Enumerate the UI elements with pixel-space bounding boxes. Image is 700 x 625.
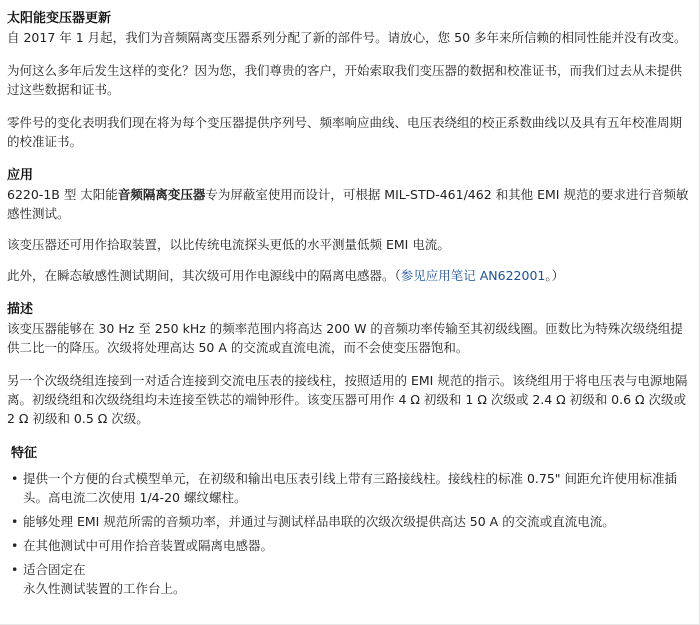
application-paragraph-1 [7, 185, 691, 223]
app-note-link[interactable]: 参见应用笔记 AN622001 [400, 268, 546, 283]
features-heading: 特征 [11, 446, 38, 461]
feature-item [11, 469, 691, 507]
feature-text: 适合固定在 永久性测试装置的工作台上。 [23, 562, 186, 596]
bullet-icon: • [11, 562, 19, 577]
article-content [7, 9, 691, 598]
update-paragraph-2: 为何这么多年后发生这样的变化？因为您，我们尊贵的客户，开始索取我们变压器的数据和校准证书，而我们过去从未提供过这些数据和证书。 [7, 63, 683, 97]
description-paragraph-1: 该变压器能够在 30 Hz 至 250 kHz 的频率范围内将高达 200 W 的音频功率传输至其初级线圈。匝数比为特殊次级绕组提供二比一的降压。次级将处理高达 50 A 的交流或直流电流，而不会使变压器饱和。 [7, 321, 683, 355]
application-p3-suffix: 。） [545, 268, 565, 283]
update-heading: 太阳能变压器更新 [7, 11, 112, 26]
bullet-icon: • [11, 471, 19, 486]
product-name: 音频隔离变压器 [117, 187, 206, 202]
features-list [11, 469, 691, 598]
feature-text: 在其他测试中可用作拾音装置或隔离电感器。 [23, 538, 274, 553]
feature-item [11, 536, 691, 555]
bullet-icon: • [11, 514, 19, 529]
application-paragraph-3 [7, 266, 691, 285]
description-heading: 描述 [7, 302, 34, 317]
application-p1-prefix: 6220-1B 型 太阳能 [7, 187, 118, 202]
bullet-icon: • [11, 538, 19, 553]
feature-text: 能够处理 EMI 规范所需的音频功率，并通过与测试样品串联的次级次级提供高达 50 A 的交流或直流电流。 [23, 514, 615, 529]
features-section [7, 444, 691, 598]
feature-item [11, 512, 691, 531]
feature-text: 提供一个方便的台式模型单元，在初级和输出电压表引线上带有三路接线柱。接线柱的标准 0.75" 间距允许使用标准插头。高电流二次使用 1/4-20 螺纹螺柱。 [23, 471, 678, 505]
feature-item [11, 560, 691, 598]
application-heading: 应用 [7, 168, 34, 183]
update-paragraph-3: 零件号的变化表明我们现在将为每个变压器提供序列号、频率响应曲线、电压表绕组的校正系数曲线以及具有五年校准周期的校准证书。 [7, 115, 683, 149]
description-paragraph-2: 另一个次级绕组连接到一对适合连接到交流电压表的接线柱，按照适用的 EMI 规范的指示。该绕组用于将电压表与电源地隔离。初级绕组和次级绕组均未连接至铁芯的端钟形件。该变压器可用作 4 Ω 初级和 1 Ω 次级或 2.4 Ω 初级和 0.6 Ω 次级或 2 Ω 初级和 0.5 Ω 次级。 [7, 373, 688, 426]
update-paragraph-1: 自 2017 年 1 月起，我们为音频隔离变压器系列分配了新的部件号。请放心，您 50 多年来所信赖的相同性能并没有改变。 [7, 30, 687, 45]
application-paragraph-2: 该变压器还可用作拾取装置，以比传统电流探头更低的水平测量低频 EMI 电流。 [7, 237, 450, 252]
application-p1-suffix: 专为屏蔽室使用而设计，可根据 MIL-STD-461/462 和其他 EMI 规范的要求进行音频敏感性测试。 [7, 187, 689, 221]
application-p3-prefix: 此外，在瞬态敏感性测试期间，其次级可用作电源线中的隔离电感器。（ [7, 268, 401, 283]
